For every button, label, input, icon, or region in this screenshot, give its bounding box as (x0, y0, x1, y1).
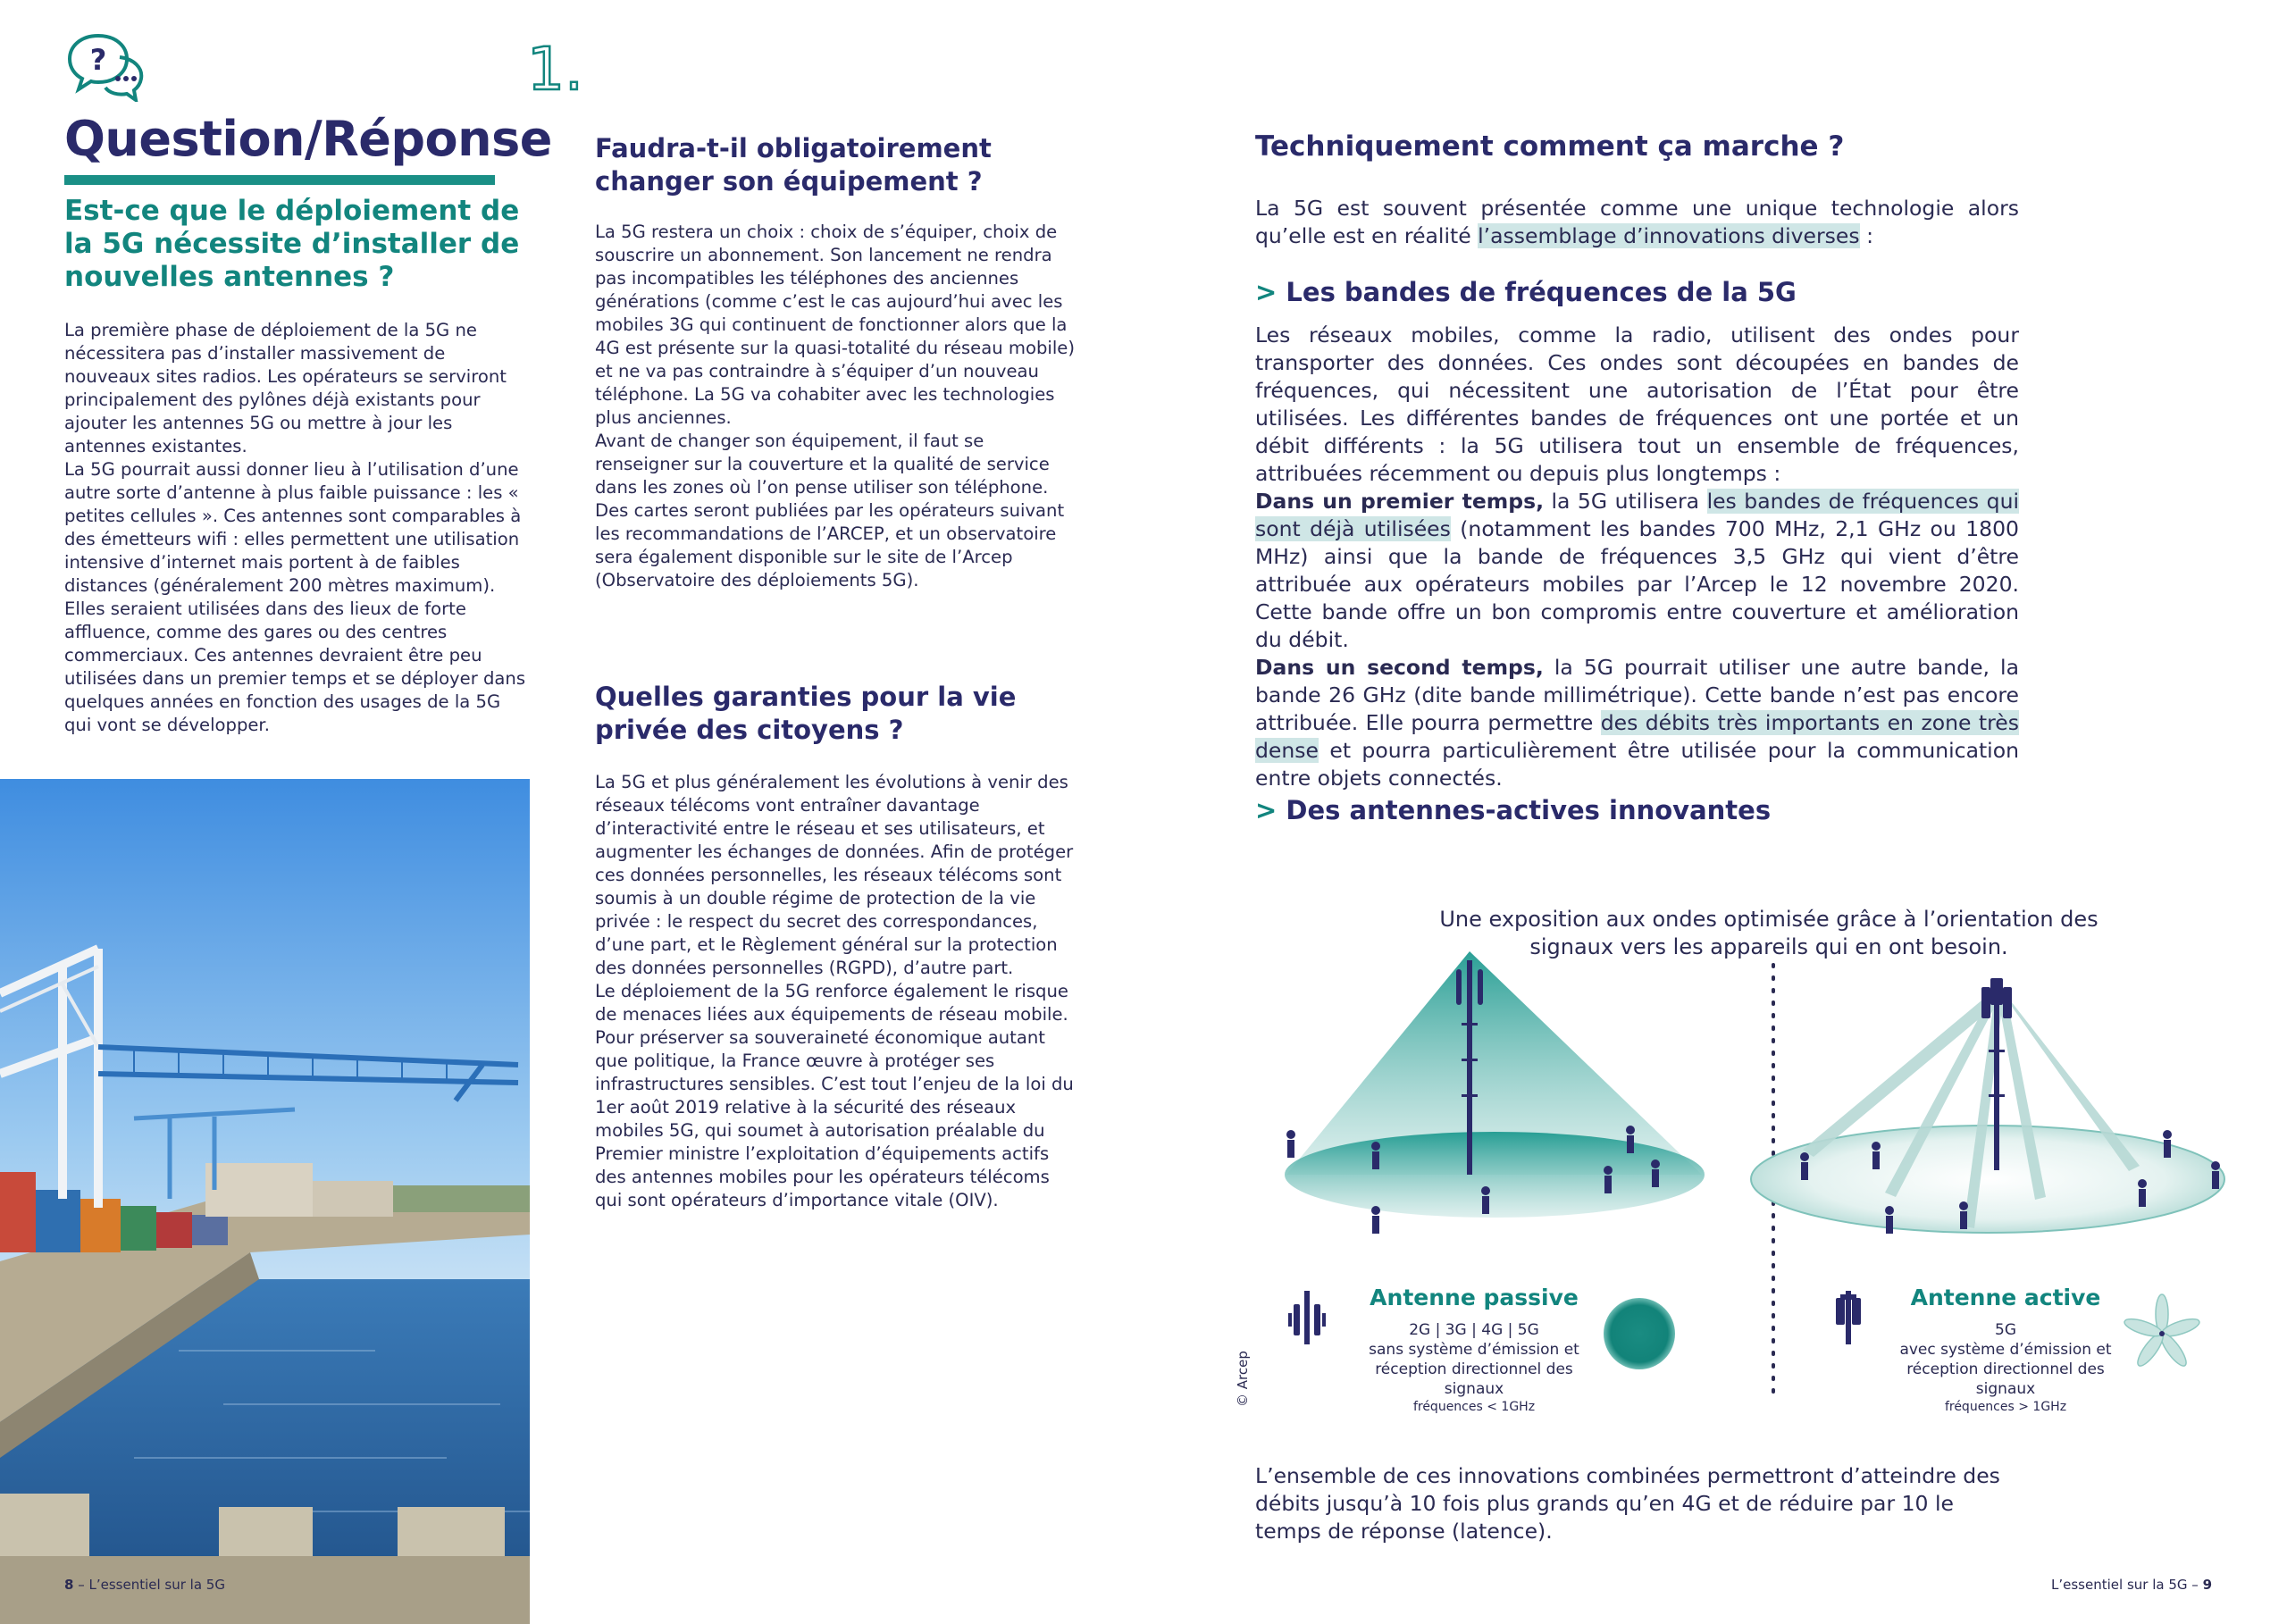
diagram-caption: Une exposition aux ondes optimisée grâce à l’orientation des signaux vers les appareils qui en ont besoin. (1439, 907, 2099, 959)
active-generations: 5G (1995, 1321, 2016, 1339)
passive-details: sans système d’émission et réception directionnel des signaux (1369, 1341, 1579, 1398)
paragraph: La 5G restera un choix : choix de s’équiper, choix de souscrire un abonnement. Son lancement ne rendra pas incompatibles les téléphones des anciennes générations (comme c’est le cas aujourd’hui avec les mobiles 3G qui continuent de fonctionner alors que la 4G est présente sur la quasi-totalité du réseau mobile) et ne va pas contraindre à s’équiper d’un nouveau téléphone. La 5G va cohabiter avec les technologies plus anciennes. (595, 222, 1075, 428)
text: la 5G pourrait utiliser une autre bande, la bande 26 GHz (dite bande millimétrique). Cette bande n’est pas encore attribuée. Elle pourra permettre (1255, 655, 2019, 735)
svg-text:?: ? (89, 43, 107, 77)
passive-generations: 2G | 3G | 4G | 5G (1409, 1321, 1539, 1339)
paragraph: Le déploiement de la 5G renforce également le risque de menaces liées aux équipements de réseau mobile. Pour préserver sa souveraineté économique autant que politique, la France œuvre à protéger ses infrastructures sensibles. C’est tout l’enjeu de la loi du 1er août 2019 relative à la sécurité des réseaux mobiles 5G, qui soumet à autorisation préalable du Premier ministre l’exploitation d’équipements actifs des antennes mobiles pour les opérateurs télécoms qui sont opérateurs d’importance vitale (OIV). (595, 981, 1074, 1210)
paragraph: Avant de changer son équipement, il faut se renseigner sur la couverture et la qualité de service dans les zones où l’on pense utiliser son téléphone. Des cartes seront publiées par les opérateurs suivant les recommandations de l’ARCEP, et un observatoire sera également disponible sur le site de l’Arcep (Observatoire des déploiements 5G). (595, 431, 1065, 590)
arrow-marker: > (1255, 277, 1278, 307)
active-antenna-icon (1836, 1291, 1861, 1344)
footer-right-text: L’essentiel sur la 5G – (2051, 1577, 2199, 1593)
passive-antenna-icon (1288, 1291, 1326, 1344)
bold-lead: Dans un second temps, (1255, 655, 1544, 680)
paragraph: Les réseaux mobiles, comme la radio, utilisent des ondes pour transporter des données. Ces ondes sont découpées en bandes de fréquences, qui nécessitent une autorisation de l’État pour être utilisées. Les différentes bandes de fréquences ont une portée et un débit différents : la 5G utilisera tout un ensemble de fréquences, attribuées récemment ou depuis plus longtemps : (1255, 322, 2019, 486)
intro-highlight: l’assemblage d’innovations diverses (1478, 223, 1860, 248)
question-equipment: Faudra-t-il obligatoirement changer son équipement ? (595, 133, 992, 197)
frequencies-body (1255, 322, 2019, 792)
subheading-frequencies (1255, 277, 1797, 307)
paragraph: La première phase de déploiement de la 5G ne nécessitera pas d’installer massivement de nouveaux sites radios. Les opérateurs se serviront principalement des pylônes déjà existants pour ajouter les antennes 5G ou mettre à jour les antennes existantes. (64, 320, 507, 456)
chapter-number-text: 1. (527, 36, 583, 98)
answer-antennas (64, 319, 529, 737)
footer-left-text: – L’essentiel sur la 5G (78, 1577, 225, 1593)
passive-antenna-title: Antenne passive (1370, 1285, 1579, 1310)
page-number-right: 9 (2202, 1577, 2212, 1593)
harbour-photo (0, 779, 530, 1624)
text: (notamment les bandes 700 MHz, 2,1 GHz ou 1800 MHz) ainsi que la bande de fréquences 3,5 GHz qui vient d’être attribuée aux opérateurs mobiles par l’Arcep le 12 novembre 2020. Cette bande offre un bon compromis entre couverture et amélioration du débit. (1255, 516, 2020, 652)
image-credit: © Arcep (1235, 1351, 1251, 1407)
active-antenna-title: Antenne active (1910, 1285, 2101, 1310)
paragraph: La 5G et plus généralement les évolutions à venir des réseaux télécoms vont entraîner davantage d’interactivité entre le réseau et ses utilisateurs, et augmenter les échanges de données. Afin de protéger ces données personnelles, les réseaux télécoms sont soumis à un double régime de protection de la vie privée : le respect du secret des correspondances, d’une part, et le Règlement général sur la protection des données personnelles (RGPD), d’autre part. (595, 772, 1074, 978)
passive-antenna-description (1367, 1320, 1581, 1415)
highlight: des débits très importants en zone très dense (1255, 710, 2019, 763)
page-title: Question/Réponse (64, 111, 552, 167)
question-privacy: Quelles garanties pour la vie privée des citoyens ? (595, 682, 1017, 745)
footer-left (64, 1577, 225, 1593)
bold-lead: Dans un premier temps, (1255, 489, 1544, 514)
footer-right (2051, 1577, 2212, 1593)
title-underline (64, 175, 495, 185)
text: et pourra particulièrement être utilisée pour la communication entre objets connectés. (1255, 738, 2019, 791)
page-number-left: 8 (64, 1577, 74, 1593)
paragraph-first-phase (1255, 488, 2019, 654)
subheading-active-antennas (1255, 795, 1771, 825)
intro-text: La 5G est souvent présentée comme une unique technologie alors qu’elle est en réalité (1255, 196, 2019, 248)
isotropic-radiation-icon (1604, 1298, 1675, 1369)
intro-text-end: : (1859, 223, 1873, 248)
subheading-frequencies-text: Les bandes de fréquences de la 5G (1286, 277, 1797, 307)
conclusion-paragraph: L’ensemble de ces innovations combinées permettront d’atteindre des débits jusqu’à 10 fois plus grands qu’en 4G et de réduire par 10 le temps de réponse (latence). (1255, 1463, 2000, 1544)
paragraph-second-phase (1255, 654, 2019, 792)
subheading-active-antennas-text: Des antennes-actives innovantes (1286, 795, 1772, 825)
question-bubble-icon (64, 30, 147, 102)
intro-paragraph (1255, 195, 2019, 250)
answer-equipment (595, 221, 1077, 592)
highlight: les bandes de fréquences qui sont déjà utilisées (1255, 489, 2019, 541)
passive-frequencies: fréquences < 1GHz (1412, 1400, 1536, 1414)
heading-technique: Techniquement comment ça marche ? (1255, 130, 1845, 163)
text: la 5G utilisera (1544, 489, 1707, 514)
arrow-marker: > (1255, 795, 1278, 825)
answer-privacy (595, 771, 1077, 1212)
passive-coverage-cone (1285, 951, 1705, 1218)
active-antenna-description (1894, 1320, 2117, 1415)
question-antennas: Est-ce que le déploiement de la 5G nécessite d’installer de nouvelles antennes ? (64, 195, 520, 293)
paragraph: La 5G pourrait aussi donner lieu à l’utilisation d’une autre sorte d’antenne à plus faible puissance : les « petites cellules ». Ces antennes sont comparables à des émetteurs wifi : elles permettent une utilisation intensive d’internet mais portent à de faibles distances (généralement 200 mètres maximum). Elles seraient utilisées dans des lieux de forte affluence, comme des gares ou des centres commerciaux. Ces antennes devraient être peu utilisées dans un premier temps et se déployer dans quelques années en fonction des usages de la 5G qui vont se développer. (64, 459, 526, 735)
active-frequencies: fréquences > 1GHz (1944, 1400, 2067, 1414)
chapter-number (527, 36, 590, 98)
active-details: avec système d’émission et réception directionnel des signaux (1899, 1341, 2112, 1398)
